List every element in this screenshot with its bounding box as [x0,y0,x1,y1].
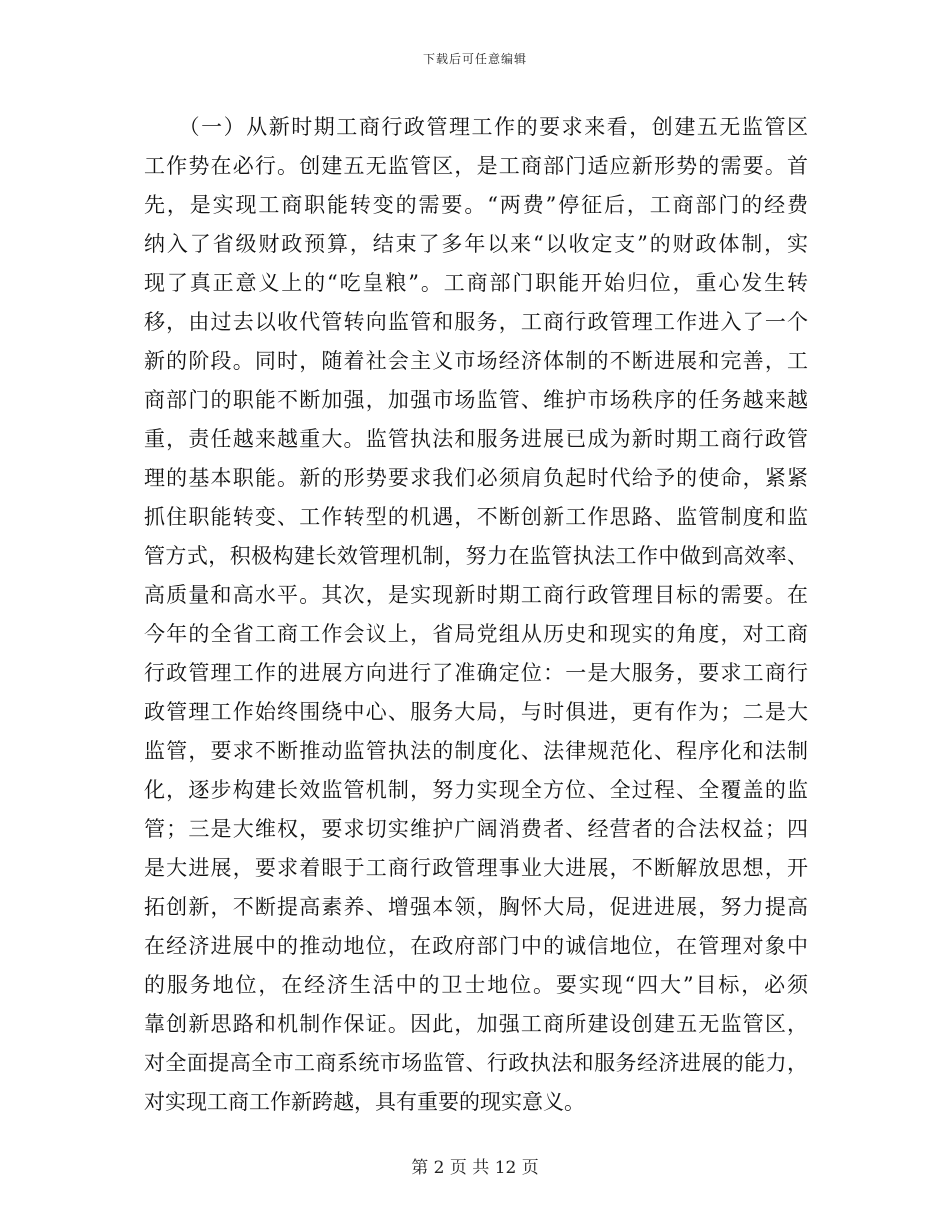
text-line: 商部门的职能不断加强，加强市场监管、维护市场秩序的任务越来越 [144,388,808,412]
text-line: 纳入了省级财政预算，结束了多年以来“以收定支”的财政体制，实 [144,232,808,256]
text-line: 高质量和高水平。其次，是实现新时期工商行政管理目标的需要。在 [144,583,808,607]
text-line: 的服务地位，在经济生活中的卫士地位。要实现“四大”目标，必须 [144,973,808,997]
text-line: 对全面提高全市工商系统市场监管、行政执法和服务经济进展的能力， [144,1051,808,1075]
text-line: 工作势在必行。创建五无监管区，是工商部门适应新形势的需要。首 [144,154,808,178]
text-line: 今年的全省工商工作会议上，省局党组从历史和现实的角度，对工商 [144,622,808,646]
text-line: 移，由过去以收代管转向监管和服务，工商行政管理工作进入了一个 [144,310,808,334]
text-line: 新的阶段。同时，随着社会主义市场经济体制的不断进展和完善，工 [144,349,808,373]
text-line: 对实现工商工作新跨越，具有重要的现实意义。 [144,1090,585,1114]
text-line: 先，是实现工商职能转变的需要。“两费”停征后，工商部门的经费 [144,193,808,217]
text-line: 拓创新，不断提高素养、增强本领，胸怀大局，促进进展，努力提高 [144,895,808,919]
text-line: （一）从新时期工商行政管理工作的要求来看，创建五无监管区 [144,115,808,139]
text-line: 行政管理工作的进展方向进行了准确定位：一是大服务，要求工商行 [144,661,808,685]
text-line: 化，逐步构建长效监管机制，努力实现全方位、全过程、全覆盖的监 [144,778,808,802]
text-line: 是大进展，要求着眼于工商行政管理事业大进展，不断解放思想，开 [144,856,808,880]
page-number-footer: 第 2 页 共 12 页 [411,1158,539,1178]
text-line: 政管理工作始终围绕中心、服务大局，与时俱进，更有作为；二是大 [144,700,808,724]
text-line: 重，责任越来越重大。监管执法和服务进展已成为新时期工商行政管 [144,427,808,451]
text-line: 抓住职能转变、工作转型的机遇，不断创新工作思路、监管制度和监 [144,505,808,529]
body-paragraph [144,108,808,1122]
text-line: 理的基本职能。新的形势要求我们必须肩负起时代给予的使命，紧紧 [144,466,808,490]
text-line: 监管，要求不断推动监管执法的制度化、法律规范化、程序化和法制 [144,739,808,763]
text-line: 现了真正意义上的“吃皇粮”。工商部门职能开始归位，重心发生转 [144,271,808,295]
text-line: 管方式，积极构建长效管理机制，努力在监管执法工作中做到高效率、 [144,544,808,568]
text-line: 靠创新思路和机制作保证。因此，加强工商所建设创建五无监管区， [144,1012,808,1036]
page-header-note: 下载后可任意编辑 [422,52,527,66]
text-line: 在经济进展中的推动地位，在政府部门中的诚信地位，在管理对象中 [144,934,808,958]
text-line: 管；三是大维权，要求切实维护广阔消费者、经营者的合法权益；四 [144,817,808,841]
